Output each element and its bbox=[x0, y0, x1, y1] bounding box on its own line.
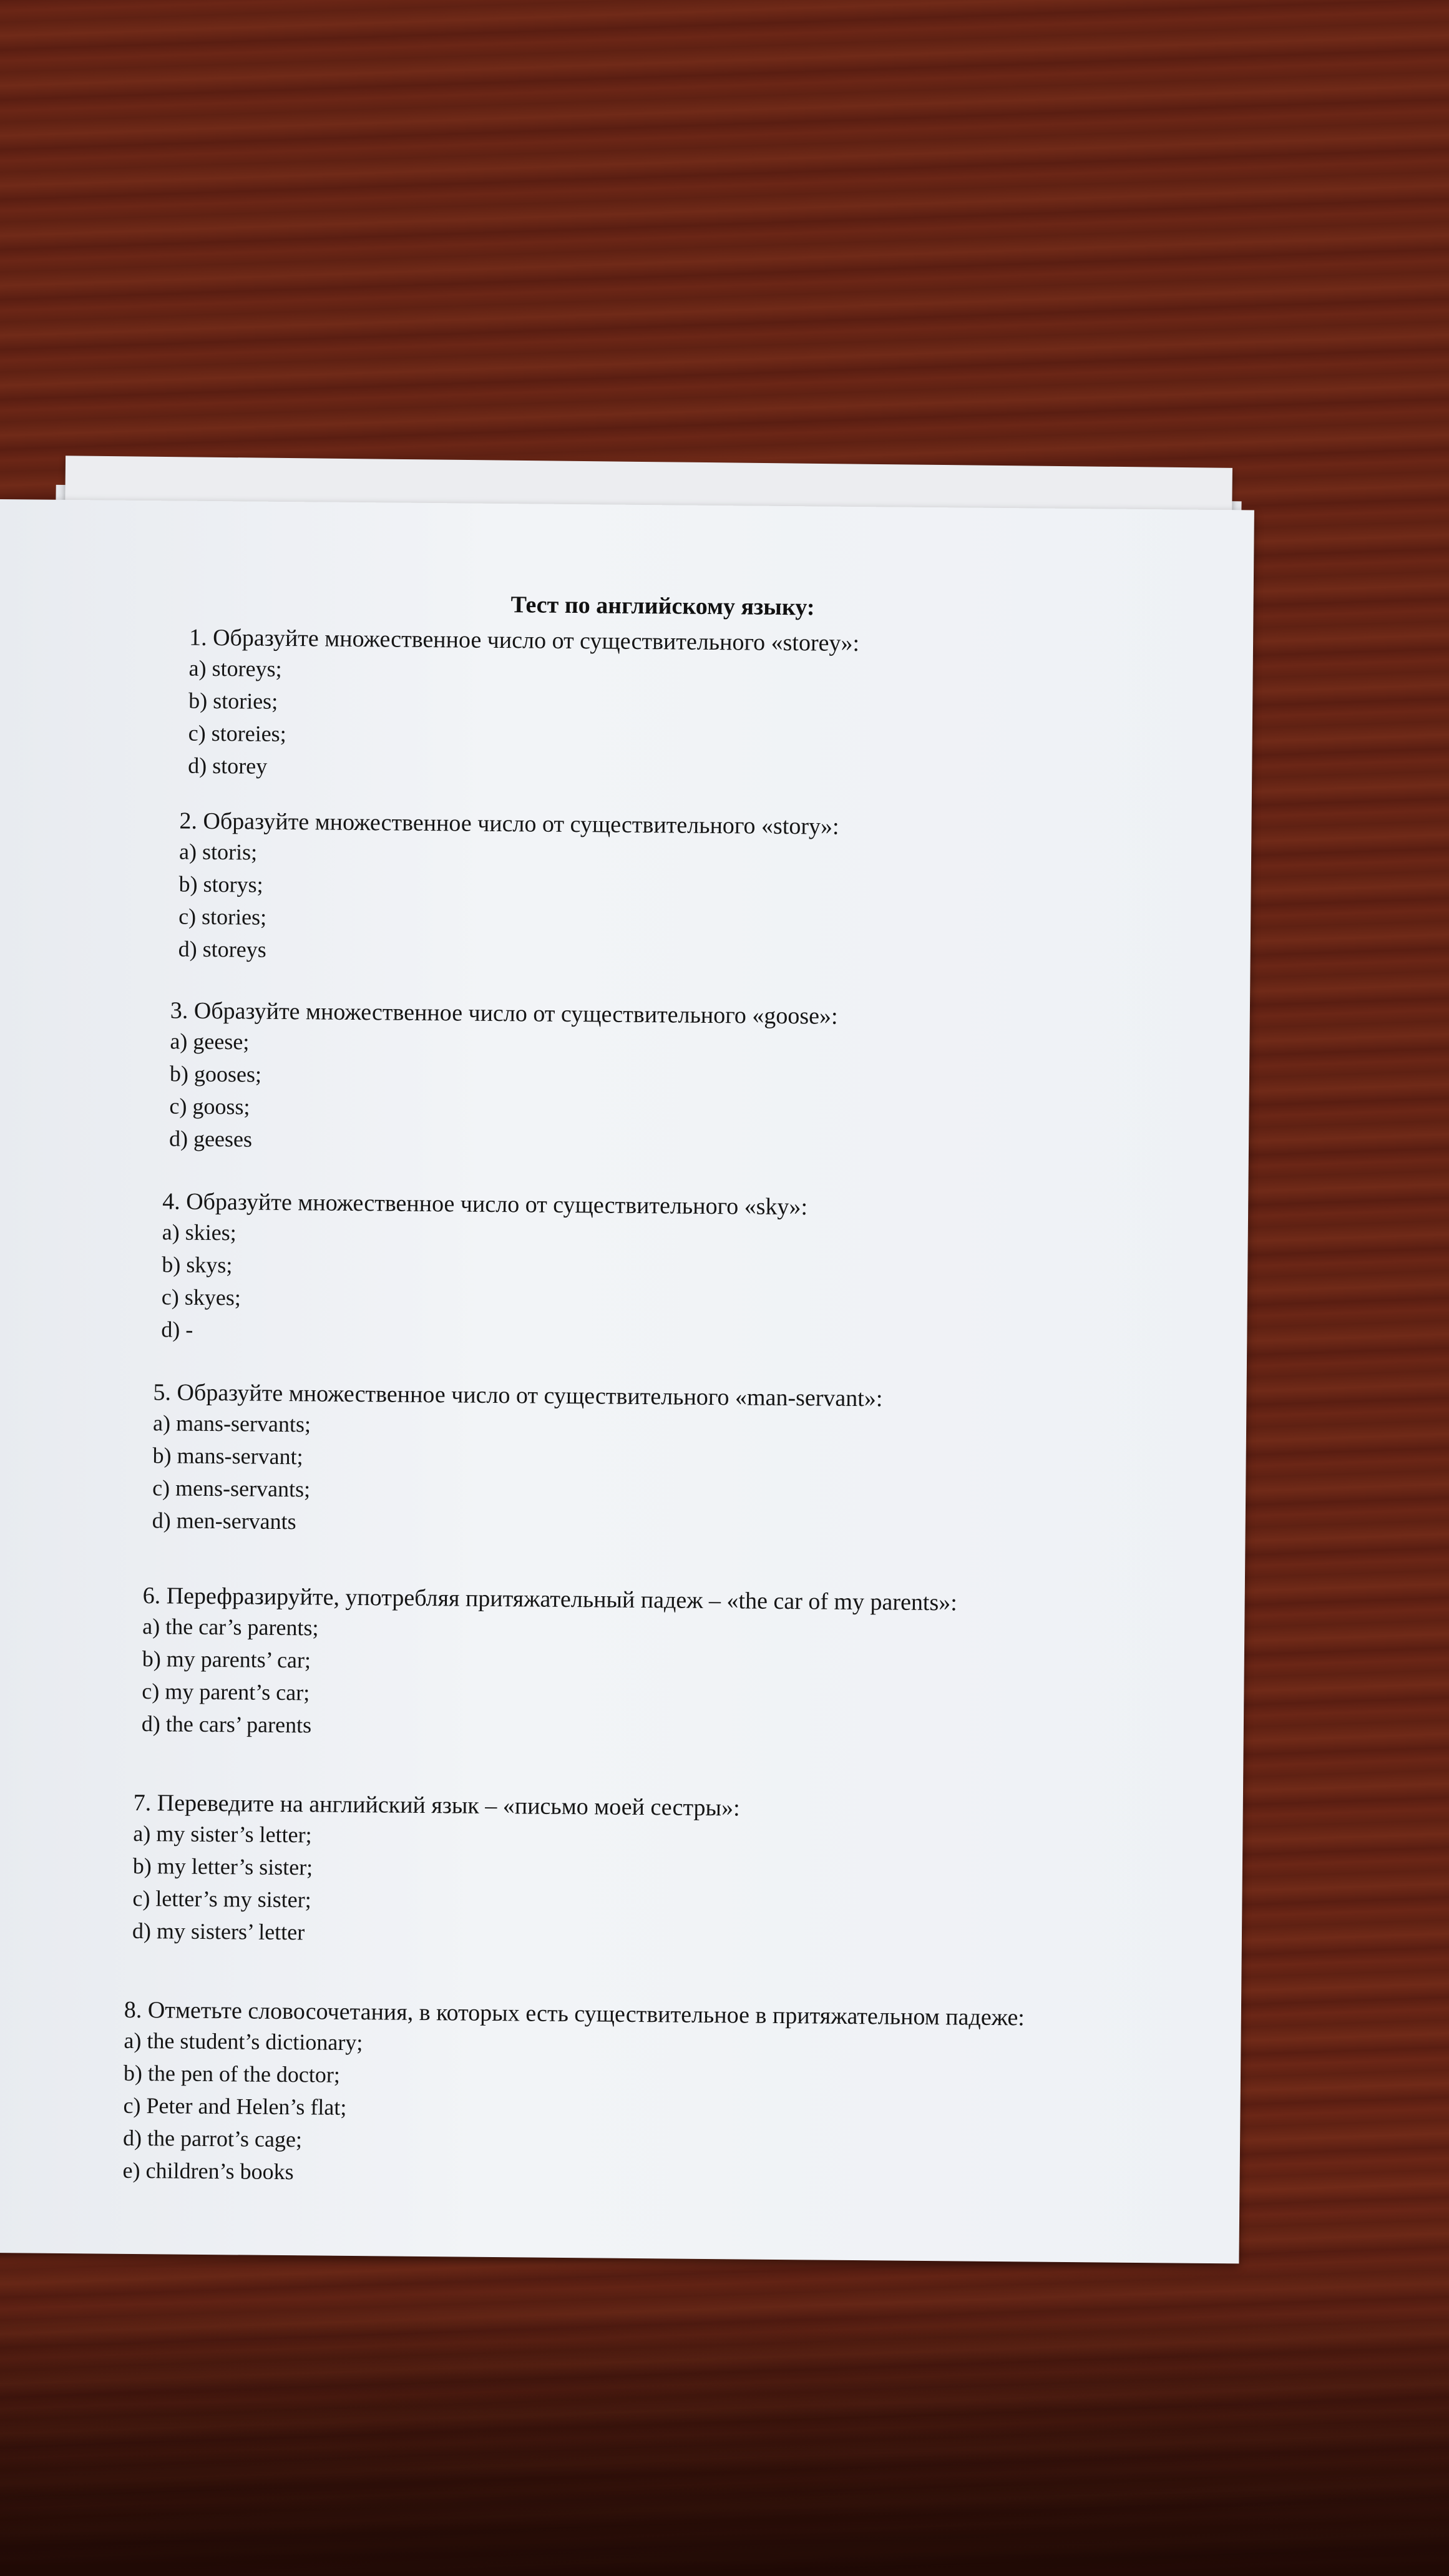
question-text: 8. Отметьте словосочетания, в которых есть существительное в притяжательном падеже: bbox=[124, 1996, 1025, 2031]
question-5 bbox=[152, 1378, 883, 1543]
option-d: d) geeses bbox=[168, 1126, 253, 1152]
option-c: c) gooss; bbox=[169, 1093, 250, 1120]
question-text: 5. Образуйте множественное число от существительного «man-servant»: bbox=[153, 1379, 883, 1412]
document-title: Тест по английскому языку: bbox=[510, 592, 815, 621]
option-a: a) storeys; bbox=[188, 655, 282, 681]
question-3 bbox=[169, 996, 838, 1160]
question-8 bbox=[122, 1996, 1025, 2195]
option-d: d) - bbox=[161, 1317, 193, 1342]
option-b: b) mans-servant; bbox=[152, 1443, 303, 1470]
question-text: 2. Образуйте множественное число от существительного «story»: bbox=[179, 807, 839, 840]
option-d: d) the parrot’s cage; bbox=[122, 2125, 303, 2152]
option-a: a) the student’s dictionary; bbox=[124, 2027, 363, 2056]
option-a: a) my sister’s letter; bbox=[133, 1820, 312, 1848]
option-a: a) the car’s parents; bbox=[142, 1614, 319, 1641]
test-paper bbox=[0, 499, 1254, 2263]
question-7 bbox=[132, 1788, 740, 1952]
question-4 bbox=[161, 1187, 807, 1351]
question-2 bbox=[178, 807, 839, 971]
option-c: c) my parent’s car; bbox=[142, 1679, 310, 1705]
option-d: d) my sisters’ letter bbox=[132, 1918, 305, 1945]
question-text: 6. Перефразируйте, употребляя притяжательный падеж – «the car of my parents»: bbox=[142, 1583, 958, 1616]
option-c: c) mens-servants; bbox=[152, 1475, 311, 1502]
option-b: b) the pen of the doctor; bbox=[123, 2060, 341, 2087]
question-6 bbox=[142, 1581, 957, 1747]
option-c: c) skyes; bbox=[161, 1284, 241, 1310]
option-a: a) storis; bbox=[178, 839, 258, 865]
question-text: 4. Образуйте множественное число от существительного «sky»: bbox=[162, 1188, 808, 1221]
option-b: b) gooses; bbox=[169, 1061, 262, 1087]
option-d: d) storey bbox=[188, 753, 268, 779]
option-d: d) men-servants bbox=[152, 1508, 296, 1534]
option-c: c) Peter and Helen’s flat; bbox=[123, 2092, 347, 2120]
question-text: 1. Образуйте множественное число от существительного «storey»: bbox=[188, 624, 860, 657]
option-b: b) skys; bbox=[162, 1252, 233, 1278]
question-1 bbox=[188, 623, 859, 788]
option-a: a) mans-servants; bbox=[152, 1410, 311, 1437]
option-a: a) geese; bbox=[170, 1028, 250, 1055]
option-e: e) children’s books bbox=[122, 2157, 294, 2185]
option-c: c) storeies; bbox=[188, 720, 286, 747]
desk-shadow bbox=[0, 2309, 1449, 2576]
option-b: b) my parents’ car; bbox=[142, 1646, 311, 1673]
question-text: 3. Образуйте множественное число от существительного «goose»: bbox=[170, 997, 838, 1030]
option-b: b) stories; bbox=[188, 688, 278, 714]
question-text: 7. Переведите на английский язык – «письмо моей сестры»: bbox=[133, 1789, 740, 1822]
option-c: c) stories; bbox=[178, 904, 267, 930]
option-d: d) the cars’ parents bbox=[141, 1711, 312, 1738]
option-b: b) my letter’s sister; bbox=[132, 1853, 313, 1880]
option-c: c) letter’s my sister; bbox=[132, 1885, 311, 1913]
option-a: a) skies; bbox=[162, 1219, 237, 1246]
option-d: d) storeys bbox=[178, 936, 266, 962]
option-b: b) storys; bbox=[178, 871, 263, 897]
